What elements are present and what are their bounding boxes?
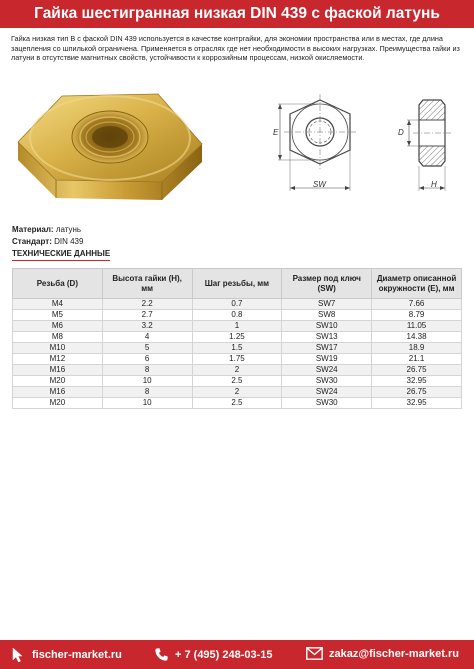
table-cell: SW30	[282, 376, 372, 387]
table-cell: SW24	[282, 387, 372, 398]
table-cell: 0.8	[192, 310, 282, 321]
table-cell: 2.5	[192, 398, 282, 409]
header-height: Высота гайки (H), мм	[102, 269, 192, 299]
table-cell: M5	[13, 310, 103, 321]
table-cell: 1.75	[192, 354, 282, 365]
table-row	[13, 354, 462, 365]
product-description: Гайка низкая тип B с фаской DIN 439 используется в качестве контргайки, для экономии пространства или в местах, где длина зацепления со шпилькой ограничена. Применяется в отраслях где нет необходимости в высоких нагрузках. Преимущества гайки из латуни в отсутствие магнитных свойств, устойчивости к коррозийным процессам, низкой окисляемости.	[11, 34, 460, 63]
table-row	[13, 365, 462, 376]
header-circumscribed-diameter: Диаметр описанной окружности (E), мм	[372, 269, 462, 299]
table-cell: 1	[192, 321, 282, 332]
table-cell: M6	[13, 321, 103, 332]
table-cell: 26.75	[372, 365, 462, 376]
material-label: Материал:	[12, 225, 54, 234]
table-cell: 4	[102, 332, 192, 343]
table-cell: 18.9	[372, 343, 462, 354]
table-cell: SW10	[282, 321, 372, 332]
table-row	[13, 299, 462, 310]
table-cell: 11.05	[372, 321, 462, 332]
table-cell: 7.66	[372, 299, 462, 310]
table-cell: 2	[192, 387, 282, 398]
section-heading: ТЕХНИЧЕСКИЕ ДАННЫЕ	[12, 249, 110, 261]
table-cell: SW30	[282, 398, 372, 409]
dimension-label-sw: SW	[313, 180, 326, 189]
dimension-label-e: E	[273, 128, 279, 137]
table-cell: 2.5	[192, 376, 282, 387]
table-cell: M20	[13, 376, 103, 387]
table-cell: 1.25	[192, 332, 282, 343]
table-header-row	[13, 269, 462, 299]
table-cell: 10	[102, 398, 192, 409]
nut-photo	[12, 82, 208, 210]
table-cell: 3.2	[102, 321, 192, 332]
table-cell: SW24	[282, 365, 372, 376]
table-row	[13, 376, 462, 387]
table-cell: 32.95	[372, 398, 462, 409]
table-cell: 21.1	[372, 354, 462, 365]
table-cell: 8	[102, 387, 192, 398]
technical-data-table	[12, 268, 462, 409]
header-wrench-size: Размер под ключ (SW)	[282, 269, 372, 299]
table-cell: 2.2	[102, 299, 192, 310]
technical-drawing-front	[268, 92, 388, 202]
table-cell: SW17	[282, 343, 372, 354]
material-spec	[12, 225, 81, 234]
standard-label: Стандарт:	[12, 237, 52, 246]
table-cell: 32.95	[372, 376, 462, 387]
footer-website-link[interactable]	[10, 647, 122, 663]
table-cell: M12	[13, 354, 103, 365]
phone-icon	[154, 647, 169, 662]
envelope-icon	[306, 647, 323, 660]
standard-spec	[12, 237, 83, 246]
table-cell: 10	[102, 376, 192, 387]
table-row	[13, 332, 462, 343]
page-title: Гайка шестигранная низкая DIN 439 с фаской латунь	[0, 0, 474, 28]
dimension-label-h: H	[431, 180, 437, 189]
header-pitch: Шаг резьбы, мм	[192, 269, 282, 299]
phone-text: + 7 (495) 248-03-15	[175, 648, 273, 661]
table-cell: 5	[102, 343, 192, 354]
table-cell: 2.7	[102, 310, 192, 321]
technical-drawing-side	[385, 98, 455, 200]
table-cell: M16	[13, 387, 103, 398]
table-cell: M4	[13, 299, 103, 310]
table-cell: M16	[13, 365, 103, 376]
table-cell: M8	[13, 332, 103, 343]
dimension-label-d: D	[398, 128, 404, 137]
table-cell: 8	[102, 365, 192, 376]
table-cell: SW19	[282, 354, 372, 365]
table-row	[13, 321, 462, 332]
cursor-icon	[10, 647, 26, 663]
website-text: fischer-market.ru	[32, 649, 122, 661]
table-cell: M10	[13, 343, 103, 354]
table-cell: 14.38	[372, 332, 462, 343]
material-value: латунь	[55, 225, 82, 234]
table-row	[13, 398, 462, 409]
footer-phone-link[interactable]	[154, 647, 273, 662]
footer-email-link[interactable]	[306, 647, 459, 660]
standard-value: DIN 439	[54, 237, 84, 246]
table-row	[13, 343, 462, 354]
table-cell: 1.5	[192, 343, 282, 354]
table-cell: 0.7	[192, 299, 282, 310]
table-cell: SW7	[282, 299, 372, 310]
table-cell: 6	[102, 354, 192, 365]
table-cell: 26.75	[372, 387, 462, 398]
table-cell: M20	[13, 398, 103, 409]
table-cell: SW8	[282, 310, 372, 321]
table-row	[13, 387, 462, 398]
table-cell: 8.79	[372, 310, 462, 321]
header-thread: Резьба (D)	[13, 269, 103, 299]
table-cell: 2	[192, 365, 282, 376]
email-text: zakaz@fischer-market.ru	[329, 647, 459, 660]
table-cell: SW13	[282, 332, 372, 343]
footer-bar	[0, 640, 474, 669]
table-row	[13, 310, 462, 321]
